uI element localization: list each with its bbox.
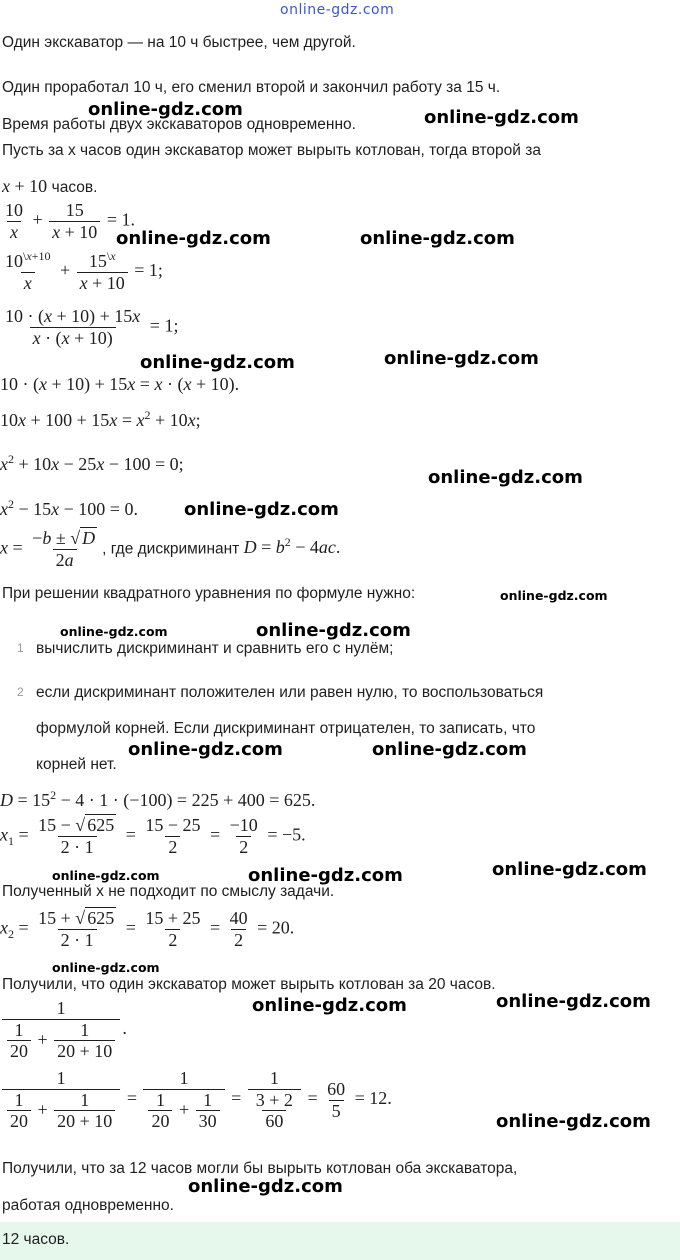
text-line-assumption-2: x + 10 часов.	[2, 176, 98, 196]
text-line-condition-2: Один проработал 10 ч, его сменил второй и закончил работу за 15 ч.	[2, 79, 501, 96]
answer-box	[0, 1222, 680, 1260]
equation-6: $x^2 + 10x - 25x - 100 = 0$;	[0, 452, 184, 474]
list-number: 2	[17, 685, 24, 699]
result-20: Получили, что один экскаватор может вырыть котлован за 20 часов.	[2, 976, 496, 993]
root-x1: $x_1$ = $\frac{15 - √ 625}{2 \cdot 1}$ = $\frac{15 - 25}{2}$ = $\frac{-10}{2}$ = −5.	[0, 815, 306, 857]
rule-intro: При решении квадратного уравнения по формуле нужно:	[2, 585, 416, 602]
watermark: online-gdz.com	[60, 624, 168, 639]
equation-5: $10x + 100 + 15x = x^2 + 10x$;	[0, 408, 201, 430]
watermark: online-gdz.com	[428, 467, 583, 488]
watermark: online-gdz.com	[496, 991, 651, 1012]
equation-1: $\frac{10}{x}$ + $\frac{15}{x + 10}$ = 1.	[5, 200, 135, 242]
quadratic-formula: x = $\frac{-b \pm √ D}{2a}$ , где дискриминант $D = b^2 - 4ac$.	[0, 528, 341, 570]
list-number: 1	[17, 641, 24, 655]
watermark: online-gdz.com	[116, 228, 271, 249]
discriminant-calc: $D = 15^2 - 4 \cdot 1 \cdot (-100) = 225 + 400 = 625$.	[0, 788, 316, 810]
root-x1-note: Полученный x не подходит по смыслу задачи.	[2, 883, 335, 900]
watermark: online-gdz.com	[88, 99, 243, 120]
text-line-condition-1: Один экскаватор — на 10 ч быстрее, чем другой.	[2, 34, 356, 51]
combined-calc: 1 $\frac{1}{20}$ + $\frac{1}{20 + 10}$ = 1 $\frac{1}{20}$ + $\frac{1}{30}$ = $\frac{1}{\frac{3 + 2}{60}}$ = $\frac{60}{5}$ = 12.	[0, 1068, 392, 1132]
result-12-line-1: Получили, что за 12 часов могли бы вырыть котлован оба экскаватора,	[2, 1160, 518, 1177]
watermark: online-gdz.com	[252, 995, 407, 1016]
watermark: online-gdz.com	[500, 588, 608, 603]
watermark: online-gdz.com	[248, 865, 403, 886]
list-text: если дискриминант положителен или равен нулю, то воспользоваться	[36, 684, 544, 701]
watermark: online-gdz.com	[184, 499, 339, 520]
watermark: online-gdz.com	[384, 348, 539, 369]
list-text: вычислить дискриминант и сравнить его с нулём;	[36, 640, 394, 657]
discriminant-note: , где дискриминант	[102, 540, 240, 558]
watermark: online-gdz.com	[52, 868, 160, 883]
text-line-question: Время работы двух экскаваторов одновременно.	[2, 116, 356, 133]
watermark: online-gdz.com	[492, 859, 647, 880]
hours-word: часов.	[51, 179, 98, 196]
equation-2: $\frac{10^{\backslash x+10}}{x}$ + $\frac{15^{\backslash x}}{x + 10}$ = 1;	[5, 249, 163, 293]
result-12-line-2: работая одновременно.	[2, 1197, 174, 1214]
text-line-assumption: Пусть за x часов один экскаватор может вырыть котлован, тогда второй за	[2, 142, 541, 159]
watermark: online-gdz.com	[424, 107, 579, 128]
watermark: online-gdz.com	[140, 352, 295, 373]
watermark: online-gdz.com	[256, 620, 411, 641]
equation-3: $\frac{10 \cdot (x + 10) + 15x}{x \cdot (x + 10)}$ = 1;	[5, 306, 179, 348]
watermark: online-gdz.com	[128, 739, 283, 760]
root-x2: $x_2$ = $\frac{15 + √ 625}{2 \cdot 1}$ = $\frac{15 + 25}{2}$ = $\frac{40}{2}$ = 20.	[0, 908, 295, 950]
answer-text: 12 часов.	[2, 1231, 70, 1248]
list-text: корней нет.	[36, 756, 117, 773]
equation-7: $x^2 - 15x - 100 = 0$.	[0, 497, 138, 519]
watermark: online-gdz.com	[280, 2, 395, 18]
watermark: online-gdz.com	[372, 739, 527, 760]
watermark: online-gdz.com	[360, 228, 515, 249]
watermark: online-gdz.com	[496, 1111, 651, 1132]
equation-4: 10 · (x + 10) + 15x = x · (x + 10).	[0, 374, 240, 394]
watermark: online-gdz.com	[188, 1176, 343, 1197]
list-text: формулой корней. Если дискриминант отрицателен, то записать, что	[36, 720, 536, 737]
combined-fraction: 1 $\frac{1}{20}$ + $\frac{1}{20 + 10}$ .	[0, 998, 127, 1062]
watermark: online-gdz.com	[52, 960, 160, 975]
